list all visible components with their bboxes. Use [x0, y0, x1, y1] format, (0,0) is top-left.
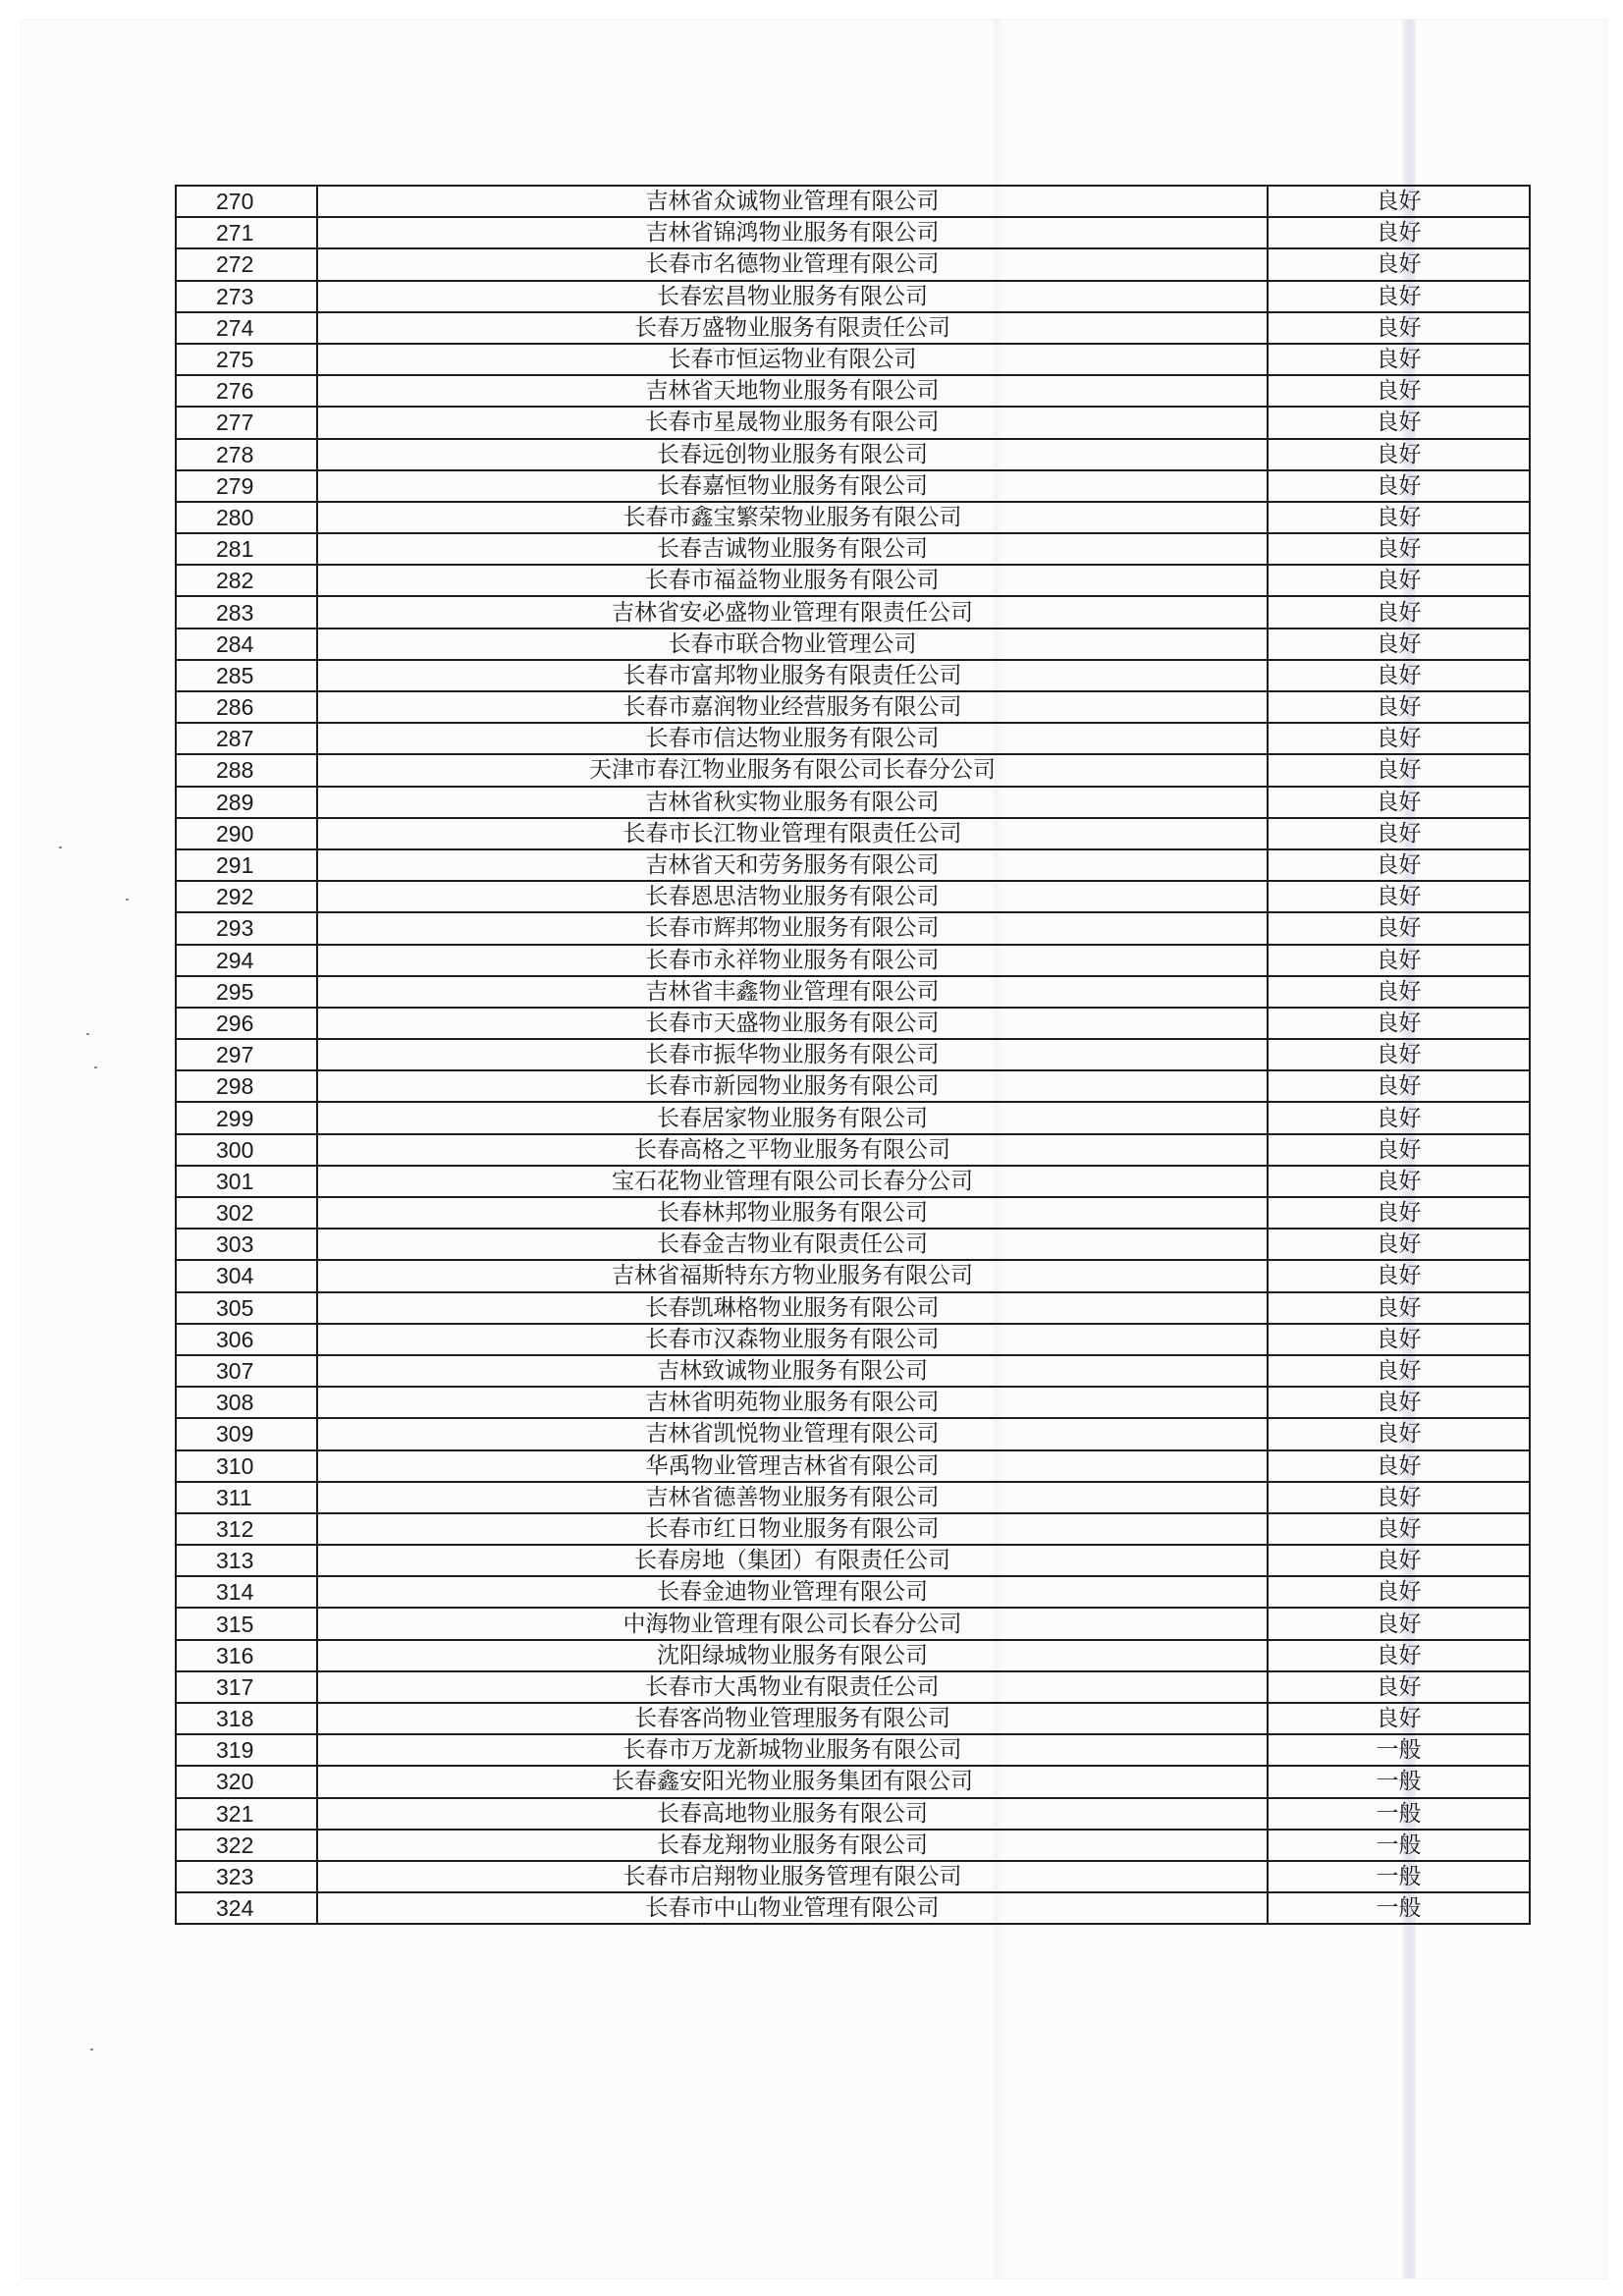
grade-rating: 良好 [1268, 1482, 1530, 1513]
company-name: 长春恩思洁物业服务有限公司 [317, 881, 1268, 912]
grade-rating: 一般 [1268, 1798, 1530, 1830]
company-name: 长春市振华物业服务有限公司 [317, 1039, 1268, 1070]
company-name: 长春高地物业服务有限公司 [317, 1798, 1268, 1830]
company-name: 吉林省安必盛物业管理有限责任公司 [317, 596, 1268, 628]
row-number: 284 [176, 629, 317, 660]
company-name: 长春远创物业服务有限公司 [317, 439, 1268, 470]
company-name: 吉林省凯悦物业管理有限公司 [317, 1418, 1268, 1449]
company-name: 长春市汉森物业服务有限公司 [317, 1324, 1268, 1355]
company-name: 长春居家物业服务有限公司 [317, 1102, 1268, 1133]
grade-rating: 一般 [1268, 1830, 1530, 1861]
row-number: 314 [176, 1576, 317, 1608]
grade-rating: 良好 [1268, 691, 1530, 723]
company-name: 长春鑫安阳光物业服务集团有限公司 [317, 1766, 1268, 1797]
company-name: 吉林省天和劳务服务有限公司 [317, 849, 1268, 881]
row-number: 302 [176, 1197, 317, 1229]
row-number: 298 [176, 1070, 317, 1102]
company-name: 长春金吉物业有限责任公司 [317, 1229, 1268, 1260]
row-number: 316 [176, 1640, 317, 1671]
company-name: 宝石花物业管理有限公司长春分公司 [317, 1166, 1268, 1197]
company-name: 吉林致诚物业服务有限公司 [317, 1355, 1268, 1387]
grade-rating: 一般 [1268, 1734, 1530, 1766]
grade-rating: 良好 [1268, 849, 1530, 881]
row-number: 281 [176, 533, 317, 565]
company-name: 长春高格之平物业服务有限公司 [317, 1134, 1268, 1166]
table-row [176, 596, 1530, 628]
company-name: 长春吉诚物业服务有限公司 [317, 533, 1268, 565]
row-number: 285 [176, 660, 317, 691]
table-row [176, 1576, 1530, 1608]
grade-rating: 良好 [1268, 723, 1530, 754]
grade-rating: 良好 [1268, 1008, 1530, 1039]
table-row [176, 818, 1530, 849]
table-row [176, 1387, 1530, 1418]
table-row [176, 344, 1530, 375]
grade-rating: 良好 [1268, 945, 1530, 976]
company-name: 长春市中山物业管理有限公司 [317, 1892, 1268, 1924]
company-name: 长春市红日物业服务有限公司 [317, 1513, 1268, 1545]
company-name: 长春房地（集团）有限责任公司 [317, 1545, 1268, 1576]
grade-rating: 良好 [1268, 1134, 1530, 1166]
row-number: 274 [176, 312, 317, 344]
company-name: 吉林省德善物业服务有限公司 [317, 1482, 1268, 1513]
company-name: 长春市万龙新城物业服务有限公司 [317, 1734, 1268, 1766]
table-row [176, 1355, 1530, 1387]
table-row [176, 281, 1530, 312]
table-row [176, 439, 1530, 470]
company-name: 吉林省天地物业服务有限公司 [317, 375, 1268, 407]
company-name: 天津市春江物业服务有限公司长春分公司 [317, 754, 1268, 786]
table-row [176, 1324, 1530, 1355]
table-row [176, 754, 1530, 786]
grade-rating: 一般 [1268, 1766, 1530, 1797]
row-number: 277 [176, 407, 317, 438]
table-row [176, 470, 1530, 502]
grade-rating: 良好 [1268, 787, 1530, 818]
grade-rating: 良好 [1268, 375, 1530, 407]
company-name: 长春市恒运物业有限公司 [317, 344, 1268, 375]
row-number: 283 [176, 596, 317, 628]
table-row [176, 1482, 1530, 1513]
grade-rating: 良好 [1268, 754, 1530, 786]
company-name: 长春市名德物业管理有限公司 [317, 248, 1268, 280]
table-row [176, 217, 1530, 248]
table-row [176, 565, 1530, 596]
company-name: 华禹物业管理吉林省有限公司 [317, 1450, 1268, 1482]
grade-rating: 一般 [1268, 1861, 1530, 1892]
row-number: 305 [176, 1292, 317, 1324]
row-number: 280 [176, 502, 317, 533]
row-number: 294 [176, 945, 317, 976]
row-number: 278 [176, 439, 317, 470]
row-number: 306 [176, 1324, 317, 1355]
company-name: 长春市永祥物业服务有限公司 [317, 945, 1268, 976]
company-name: 长春市大禹物业有限责任公司 [317, 1671, 1268, 1703]
table-row [176, 533, 1530, 565]
grade-rating: 良好 [1268, 1608, 1530, 1639]
table-row [176, 502, 1530, 533]
row-number: 309 [176, 1418, 317, 1449]
company-name: 长春市辉邦物业服务有限公司 [317, 912, 1268, 944]
company-name: 吉林省秋实物业服务有限公司 [317, 787, 1268, 818]
row-number: 310 [176, 1450, 317, 1482]
company-name: 吉林省明苑物业服务有限公司 [317, 1387, 1268, 1418]
table-row [176, 849, 1530, 881]
table-row [176, 1229, 1530, 1260]
company-name: 长春市联合物业管理公司 [317, 629, 1268, 660]
scan-speck [86, 1033, 89, 1035]
grade-rating: 良好 [1268, 217, 1530, 248]
row-number: 319 [176, 1734, 317, 1766]
grade-rating: 良好 [1268, 660, 1530, 691]
table-row [176, 1766, 1530, 1797]
scan-speck [94, 1066, 97, 1068]
company-name: 长春市富邦物业服务有限责任公司 [317, 660, 1268, 691]
grade-rating: 良好 [1268, 1513, 1530, 1545]
company-name: 长春金迪物业管理有限公司 [317, 1576, 1268, 1608]
table-row [176, 881, 1530, 912]
grade-rating: 良好 [1268, 1671, 1530, 1703]
company-name: 长春市启翔物业服务管理有限公司 [317, 1861, 1268, 1892]
row-number: 270 [176, 186, 317, 217]
company-name: 长春市长江物业管理有限责任公司 [317, 818, 1268, 849]
row-number: 324 [176, 1892, 317, 1924]
row-number: 323 [176, 1861, 317, 1892]
grade-rating: 良好 [1268, 1355, 1530, 1387]
row-number: 315 [176, 1608, 317, 1639]
row-number: 293 [176, 912, 317, 944]
company-name: 吉林省丰鑫物业管理有限公司 [317, 976, 1268, 1008]
company-name: 长春宏昌物业服务有限公司 [317, 281, 1268, 312]
company-name: 长春凯琳格物业服务有限公司 [317, 1292, 1268, 1324]
row-number: 313 [176, 1545, 317, 1576]
table-row [176, 1039, 1530, 1070]
company-name: 长春嘉恒物业服务有限公司 [317, 470, 1268, 502]
table-row [176, 1640, 1530, 1671]
table-row [176, 1070, 1530, 1102]
grade-rating: 良好 [1268, 976, 1530, 1008]
grade-rating: 良好 [1268, 248, 1530, 280]
table-row [176, 629, 1530, 660]
grade-rating: 良好 [1268, 1197, 1530, 1229]
grade-rating: 良好 [1268, 407, 1530, 438]
grade-rating: 良好 [1268, 281, 1530, 312]
row-number: 308 [176, 1387, 317, 1418]
grade-rating: 良好 [1268, 1260, 1530, 1291]
row-number: 311 [176, 1482, 317, 1513]
grade-rating: 良好 [1268, 881, 1530, 912]
grade-rating: 良好 [1268, 533, 1530, 565]
grade-rating: 良好 [1268, 565, 1530, 596]
table-row [176, 945, 1530, 976]
row-number: 321 [176, 1798, 317, 1830]
table-row [176, 1450, 1530, 1482]
table-row [176, 1197, 1530, 1229]
row-number: 312 [176, 1513, 317, 1545]
table-row [176, 407, 1530, 438]
company-name: 长春市信达物业服务有限公司 [317, 723, 1268, 754]
grade-rating: 良好 [1268, 1576, 1530, 1608]
company-name: 吉林省众诚物业管理有限公司 [317, 186, 1268, 217]
table-row [176, 186, 1530, 217]
table-row [176, 691, 1530, 723]
table-row [176, 1134, 1530, 1166]
grade-rating: 良好 [1268, 1292, 1530, 1324]
grade-rating: 良好 [1268, 1640, 1530, 1671]
grade-rating: 一般 [1268, 1892, 1530, 1924]
row-number: 304 [176, 1260, 317, 1291]
company-name: 长春市福益物业服务有限公司 [317, 565, 1268, 596]
company-name: 长春万盛物业服务有限责任公司 [317, 312, 1268, 344]
table-row [176, 787, 1530, 818]
company-name: 长春龙翔物业服务有限公司 [317, 1830, 1268, 1861]
company-name: 中海物业管理有限公司长春分公司 [317, 1608, 1268, 1639]
table-row [176, 1418, 1530, 1449]
row-number: 282 [176, 565, 317, 596]
row-number: 279 [176, 470, 317, 502]
row-number: 317 [176, 1671, 317, 1703]
row-number: 271 [176, 217, 317, 248]
grade-rating: 良好 [1268, 1324, 1530, 1355]
grade-rating: 良好 [1268, 1166, 1530, 1197]
grade-rating: 良好 [1268, 1545, 1530, 1576]
row-number: 288 [176, 754, 317, 786]
company-name: 长春市星晟物业服务有限公司 [317, 407, 1268, 438]
table-row [176, 1798, 1530, 1830]
table-row [176, 723, 1530, 754]
property-company-grade-table [175, 185, 1531, 1925]
grade-rating: 良好 [1268, 818, 1530, 849]
row-number: 272 [176, 248, 317, 280]
row-number: 286 [176, 691, 317, 723]
row-number: 322 [176, 1830, 317, 1861]
row-number: 292 [176, 881, 317, 912]
row-number: 296 [176, 1008, 317, 1039]
grade-rating: 良好 [1268, 1418, 1530, 1449]
row-number: 287 [176, 723, 317, 754]
grade-rating: 良好 [1268, 1387, 1530, 1418]
table-row [176, 660, 1530, 691]
scan-speck [59, 847, 62, 848]
row-number: 300 [176, 1134, 317, 1166]
table-row [176, 1671, 1530, 1703]
table-row [176, 1703, 1530, 1734]
row-number: 297 [176, 1039, 317, 1070]
row-number: 307 [176, 1355, 317, 1387]
company-name: 长春市鑫宝繁荣物业服务有限公司 [317, 502, 1268, 533]
table-row [176, 312, 1530, 344]
table-row [176, 912, 1530, 944]
scan-speck [90, 2049, 93, 2050]
table-row [176, 1260, 1530, 1291]
table-row [176, 1292, 1530, 1324]
grade-rating: 良好 [1268, 312, 1530, 344]
row-number: 291 [176, 849, 317, 881]
scan-speck [126, 899, 129, 901]
table-row [176, 1892, 1530, 1924]
company-name: 长春市天盛物业服务有限公司 [317, 1008, 1268, 1039]
company-name: 长春市嘉润物业经营服务有限公司 [317, 691, 1268, 723]
table-row [176, 1861, 1530, 1892]
company-name: 沈阳绿城物业服务有限公司 [317, 1640, 1268, 1671]
table-row [176, 1734, 1530, 1766]
row-number: 273 [176, 281, 317, 312]
table-row [176, 1513, 1530, 1545]
grade-rating: 良好 [1268, 1070, 1530, 1102]
grade-rating: 良好 [1268, 470, 1530, 502]
table-row [176, 976, 1530, 1008]
table-row [176, 1102, 1530, 1133]
row-number: 295 [176, 976, 317, 1008]
company-name: 吉林省锦鸿物业服务有限公司 [317, 217, 1268, 248]
row-number: 276 [176, 375, 317, 407]
grade-rating: 良好 [1268, 1450, 1530, 1482]
company-name: 长春林邦物业服务有限公司 [317, 1197, 1268, 1229]
row-number: 320 [176, 1766, 317, 1797]
grade-rating: 良好 [1268, 344, 1530, 375]
company-name: 长春市新园物业服务有限公司 [317, 1070, 1268, 1102]
row-number: 299 [176, 1102, 317, 1133]
table-row [176, 1008, 1530, 1039]
grade-rating: 良好 [1268, 912, 1530, 944]
grade-rating: 良好 [1268, 502, 1530, 533]
table-row [176, 1166, 1530, 1197]
company-name: 吉林省福斯特东方物业服务有限公司 [317, 1260, 1268, 1291]
grade-rating: 良好 [1268, 439, 1530, 470]
grade-rating: 良好 [1268, 629, 1530, 660]
row-number: 289 [176, 787, 317, 818]
grade-rating: 良好 [1268, 596, 1530, 628]
row-number: 318 [176, 1703, 317, 1734]
table-row [176, 1545, 1530, 1576]
grade-rating: 良好 [1268, 1102, 1530, 1133]
row-number: 301 [176, 1166, 317, 1197]
table-body [176, 186, 1530, 1924]
table-row [176, 1608, 1530, 1639]
table-row [176, 248, 1530, 280]
grade-rating: 良好 [1268, 1703, 1530, 1734]
table-row [176, 375, 1530, 407]
grade-rating: 良好 [1268, 186, 1530, 217]
row-number: 290 [176, 818, 317, 849]
company-name: 长春客尚物业管理服务有限公司 [317, 1703, 1268, 1734]
table-row [176, 1830, 1530, 1861]
grade-rating: 良好 [1268, 1229, 1530, 1260]
row-number: 275 [176, 344, 317, 375]
row-number: 303 [176, 1229, 317, 1260]
grade-rating: 良好 [1268, 1039, 1530, 1070]
